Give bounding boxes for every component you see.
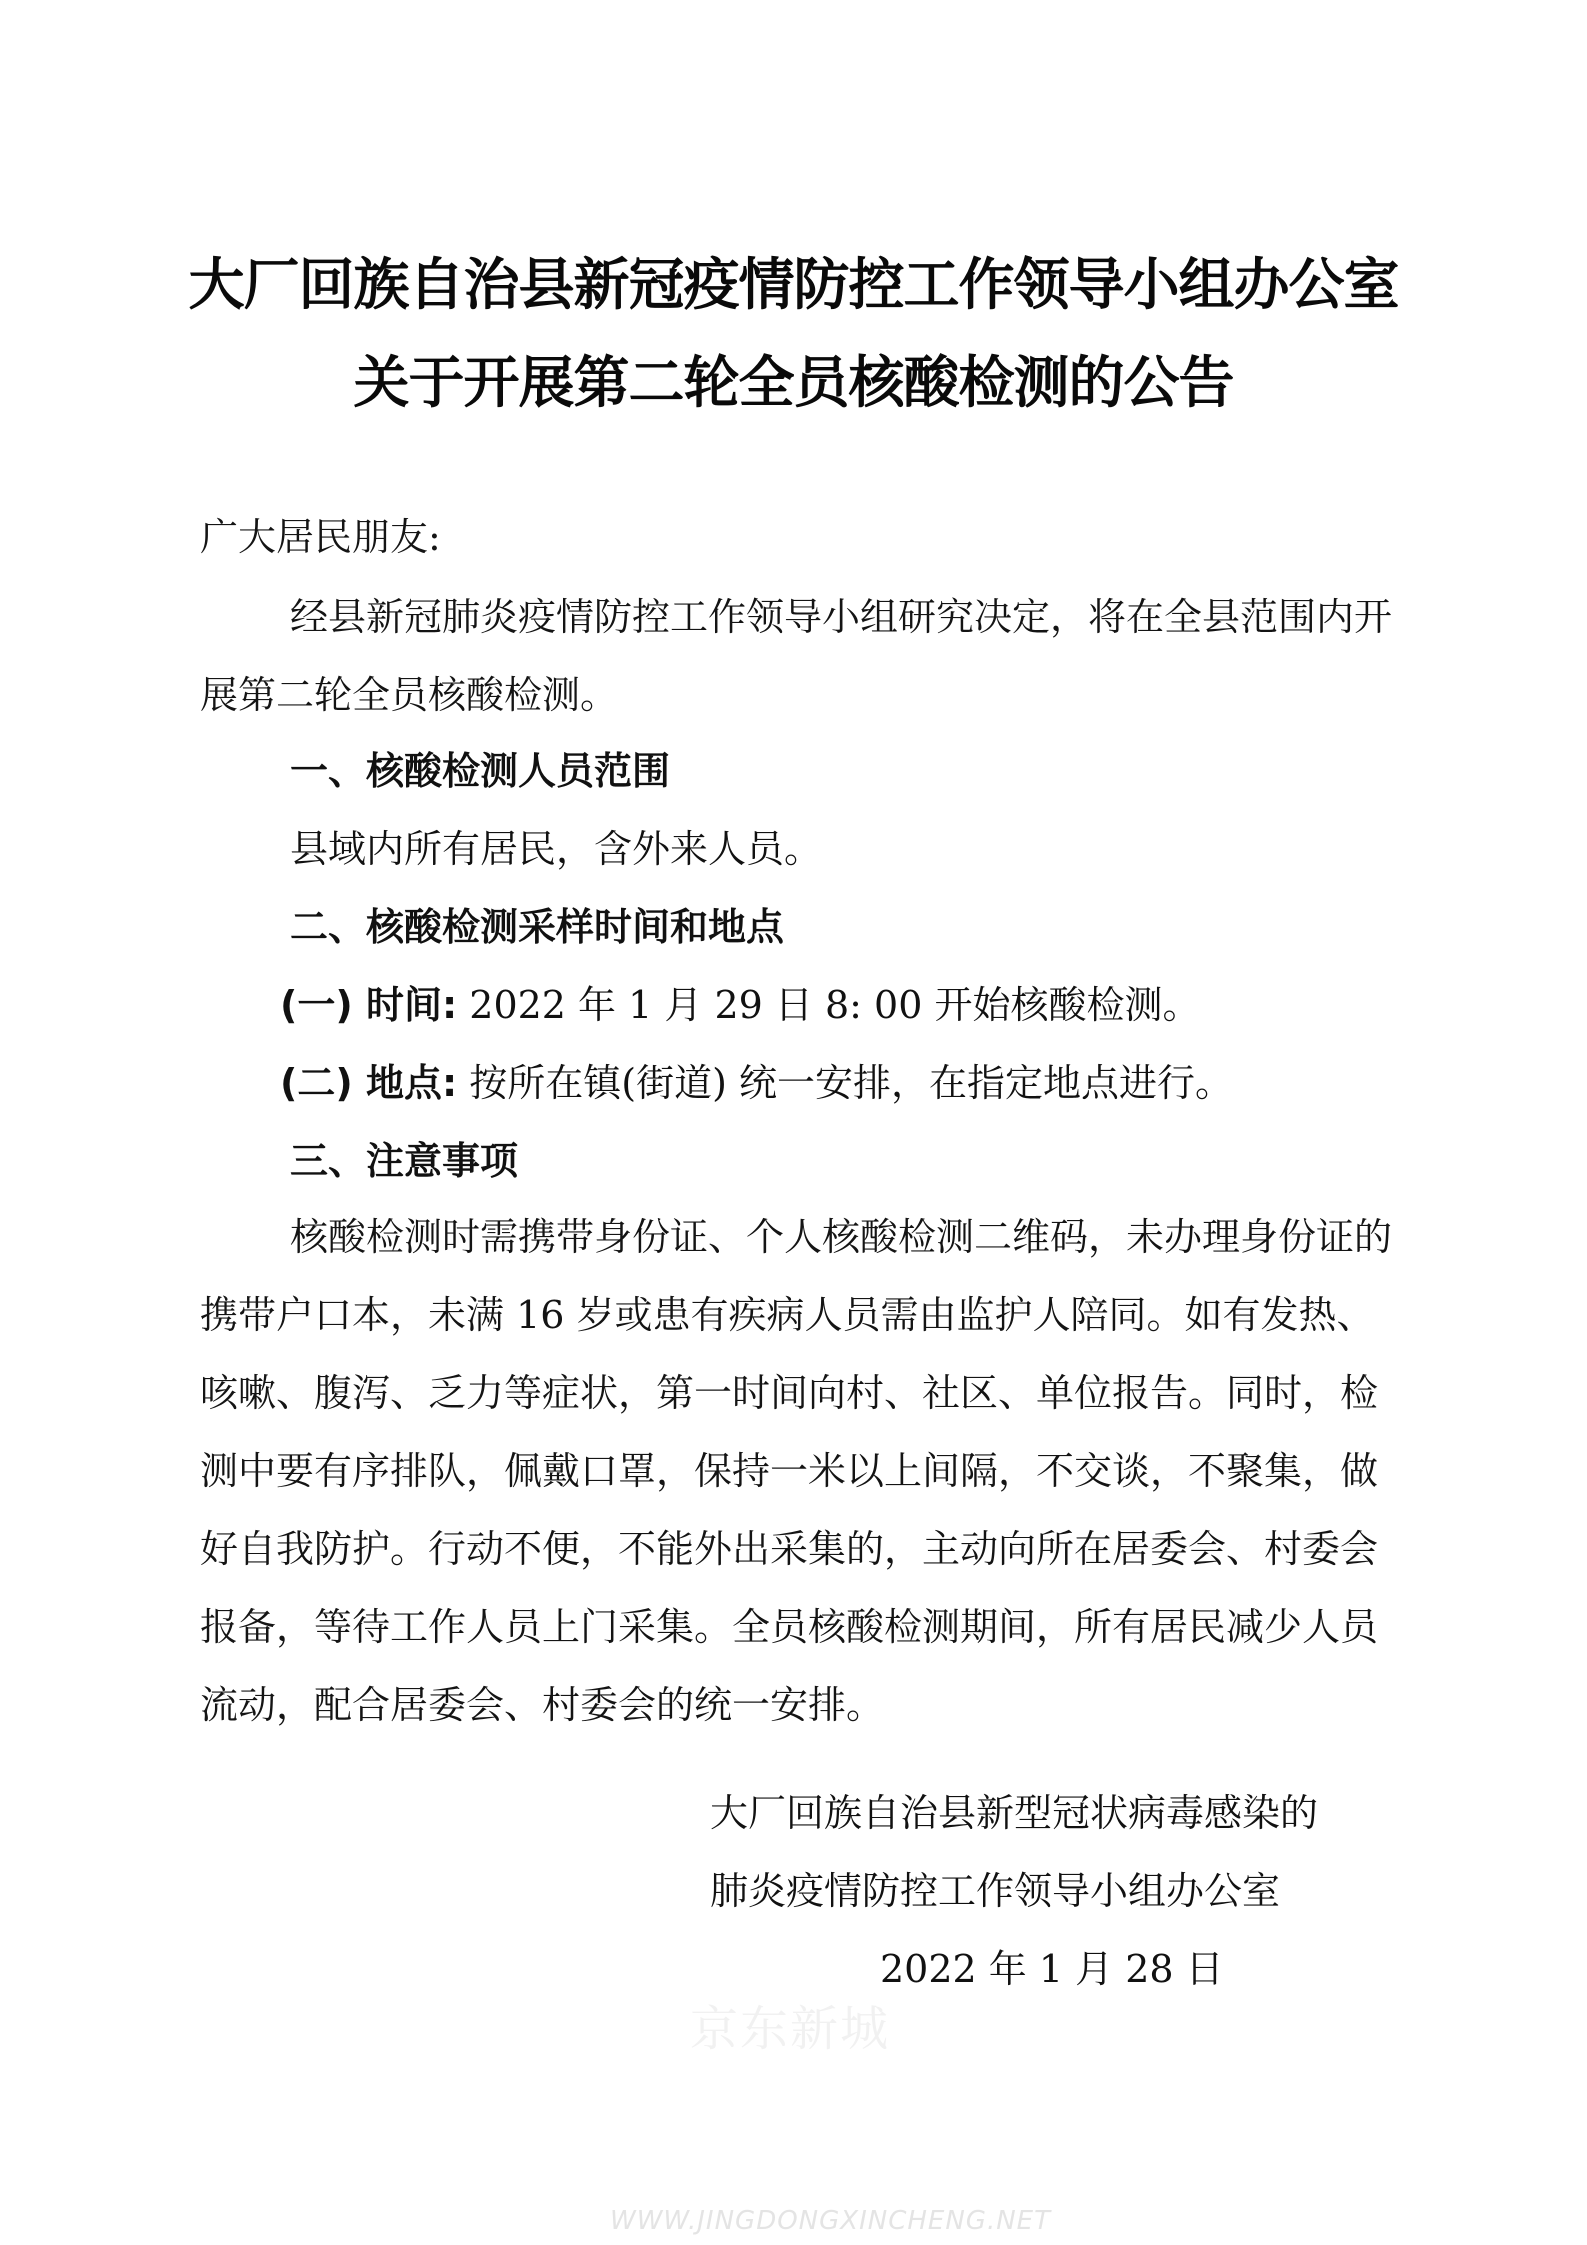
- time-text: 2022 年 1 月 29 日 8: 00 开始核酸检测。: [469, 983, 1201, 1027]
- footer-watermark: WWW.JINGDONGXINCHENG.NET: [610, 2206, 1051, 2236]
- signature-date: 2022 年 1 月 28 日: [880, 1947, 1224, 1991]
- title-line-1: 大厂回族自治县新冠疫情防控工作领导小组办公室: [188, 253, 1399, 318]
- watermark: 京东新城: [690, 2001, 891, 2057]
- place-line: [280, 1044, 1233, 1122]
- time-label: (一) 时间:: [280, 983, 458, 1027]
- time-line: [280, 966, 1200, 1044]
- salutation: 广大居民朋友:: [200, 515, 441, 559]
- place-text: 按所在镇(街道) 统一安排，在指定地点进行。: [469, 1061, 1233, 1105]
- signature-line-1: 大厂回族自治县新型冠状病毒感染的: [710, 1791, 1319, 1835]
- section-3-paragraph: [200, 1198, 1395, 1744]
- section-1-heading: 一、核酸检测人员范围: [290, 749, 671, 793]
- title-line-2: 关于开展第二轮全员核酸检测的公告: [353, 351, 1234, 416]
- place-label: (二) 地点:: [280, 1061, 458, 1105]
- section-3-text: 核酸检测时需携带身份证、个人核酸检测二维码，未办理身份证的携带户口本，未满 16 岁或患有疾病人员需由监护人陪同。如有发热、咳嗽、腹泻、乏力等症状，第一时间向村、社区、单位报告。同时，检测中要有序排队，佩戴口罩，保持一米以上间隔，不交谈，不聚集，做好自我防护。行动不便，不能外出采集的，主动向所在居委会、村委会报备，等待工作人员上门采集。全员核酸检测期间，所有居民减少人员流动，配合居委会、村委会的统一安排。: [200, 1215, 1393, 1727]
- section-3-heading: 三、注意事项: [290, 1139, 519, 1183]
- intro-paragraph: [200, 578, 1395, 734]
- section-1-text: 县域内所有居民，含外来人员。: [290, 827, 823, 871]
- section-2-heading: 二、核酸检测采样时间和地点: [290, 905, 785, 949]
- signature-line-2: 肺炎疫情防控工作领导小组办公室: [710, 1869, 1281, 1913]
- intro-text: 经县新冠肺炎疫情防控工作领导小组研究决定，将在全县范围内开展第二轮全员核酸检测。: [200, 595, 1393, 717]
